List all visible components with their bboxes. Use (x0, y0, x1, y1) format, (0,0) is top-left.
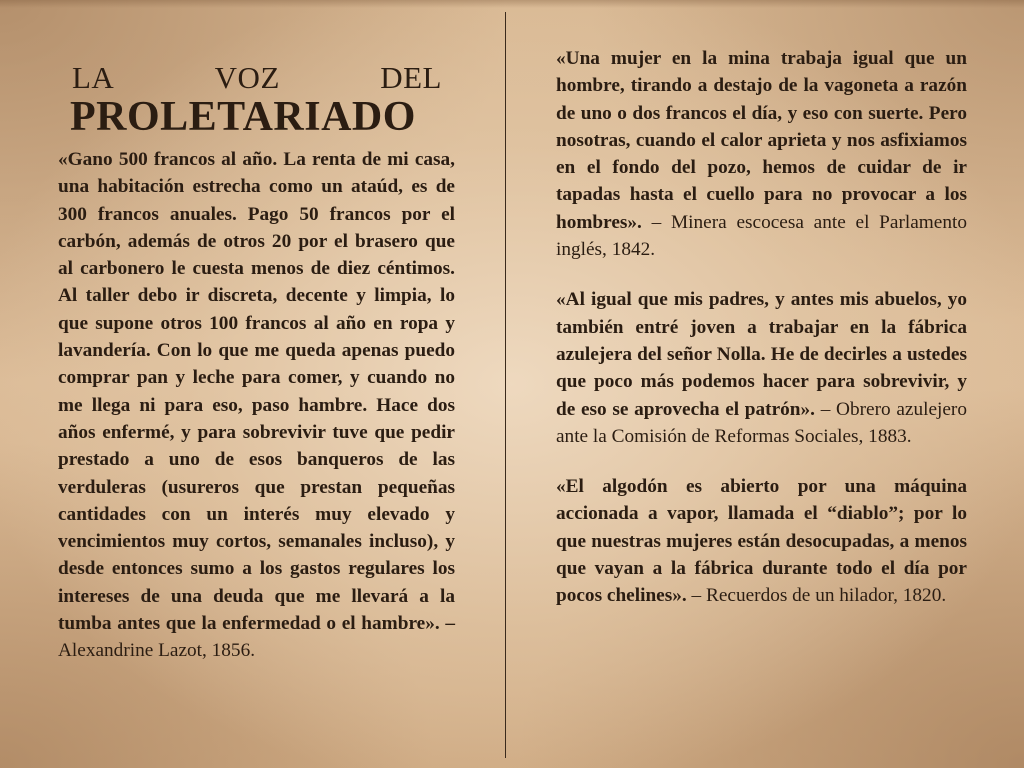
heading-word-del: DEL (380, 60, 442, 95)
testimony-attribution: Alexandrine Lazot, 1856. (58, 640, 256, 662)
testimony-attribution: – Obrero azulejero ante la Comisión de Reformas Sociales, 1883. (556, 398, 967, 447)
testimony-lazot (58, 146, 455, 665)
heading-word-voz: VOZ (214, 60, 280, 95)
testimony-attribution: – Minera escocesa ante el Parlamento inglés, 1842. (556, 211, 967, 261)
testimony-quote: «Una mujer en la mina trabaja igual que un hombre, tirando a destajo de la vagoneta a razón de uno o dos francos el día, y eso con suerte. Pero nosotras, cuando el calor aprieta y nos asfixiamos en el fondo del pozo, hemos de cuidar de ir tapadas hasta el cuello para no provocar a los hombres». (556, 48, 967, 233)
testimony-obrero (556, 286, 967, 450)
right-column (556, 45, 967, 633)
testimony-attribution: – Recuerdos de un hilador, 1820. (686, 585, 947, 607)
testimony-minera (556, 45, 967, 263)
heading-title: PROLETARIADO (70, 94, 416, 140)
testimony-quote: «El algodón es abierto por una máquina accionada a vapor, llamada el “diablo”; por lo que nuestras mujeres están desocupadas, a menos que vayan a la fábrica durante todo el día por pocos chelines». (556, 476, 967, 607)
testimony-quote: «Al igual que mis padres, y antes mis abuelos, yo también entré joven a trabajar en la fábrica azulejera del señor Nolla. He de decirles a ustedes que poco más podemos hacer para sobrevivir, y de eso se aprovecha el patrón». (556, 289, 967, 420)
page-top-edge (0, 0, 1024, 8)
heading-line-1 (72, 58, 442, 98)
heading-word-la: LA (72, 60, 115, 95)
testimony-hilador (556, 473, 967, 609)
testimony-quote: «Gano 500 francos al año. La renta de mi casa, una habitación estrecha como un ataúd, es de 300 francos anuales. Pago 50 francos por el carbón, además de otros 20 por el brasero que al carbonero le cuesta menos de diez céntimos. Al taller debo ir discreta, decente y limpia, lo que supone otros 100 francos al año en ropa y lavandería. Con lo que me queda apenas puedo comprar pan y leche para comer, y cuando no me llega ni para eso, paso hambre. Hace dos años enfermé, y para sobrevivir tuve que pedir prestado a uno de esos banqueros de las verduleras (usureros que prestan pequeñas cantidades con un interés muy elevado y vencimientos muy cortos, semanales incluso), y desde entonces sumo a los gastos regulares los intereses de una deuda que me llevará a la tumba antes que la enfermedad o el hambre». – (58, 149, 455, 635)
column-divider (505, 12, 506, 758)
left-column (58, 58, 455, 665)
